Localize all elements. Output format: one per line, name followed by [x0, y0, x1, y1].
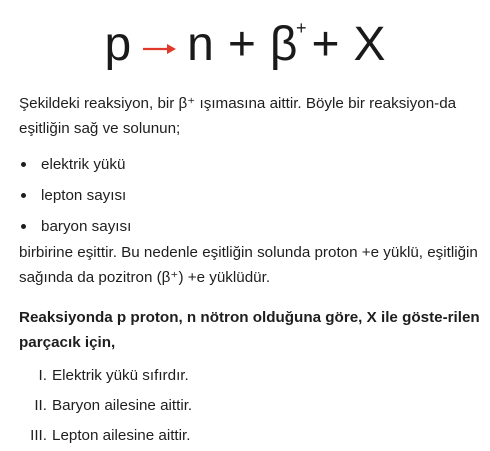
plus-sign: +	[311, 18, 340, 71]
beta-letter: β	[269, 18, 298, 71]
statement-number: I.	[38, 366, 47, 384]
statements-list	[19, 360, 192, 450]
beta-charge: +	[295, 18, 307, 38]
reaction-equation	[0, 14, 490, 76]
list-item	[19, 180, 131, 211]
statement-number: II.	[34, 396, 47, 414]
bullet-icon	[21, 224, 26, 229]
unknown-particle-x: X	[353, 18, 386, 71]
positron-symbol	[269, 18, 307, 71]
bullet-icon	[21, 162, 26, 167]
list-item-text: baryon sayısı	[41, 218, 132, 235]
neutron-symbol: n	[187, 18, 214, 71]
intro-paragraph: Şekildeki reaksiyon, bir β⁺ ışımasına aittir. Böyle bir reaksiyon-da eşitliğin sağ ve solunun;	[19, 95, 457, 137]
conclusion-paragraph: birbirine eşittir. Bu nedenle eşitliğin solunda proton +e yüklü, eşitliğin sağında da pozitron (β⁺) +e yüklüdür.	[19, 244, 478, 286]
bullet-icon	[21, 193, 26, 198]
list-item	[19, 211, 131, 242]
statement-item	[19, 390, 192, 420]
question-stem: Reaksiyonda p proton, n nötron olduğuna göre, X ile göste-rilen parçacık için,	[19, 309, 480, 351]
proton-symbol: p	[104, 18, 132, 71]
statement-number: III.	[30, 426, 47, 444]
plus-sign: +	[227, 18, 256, 71]
statement-item	[19, 360, 192, 390]
list-item-text: lepton sayısı	[41, 187, 127, 204]
statement-text: Baryon ailesine aittir.	[52, 396, 193, 414]
statement-item	[19, 420, 192, 450]
list-item-text: elektrik yükü	[41, 156, 126, 173]
statement-text: Lepton ailesine aittir.	[52, 426, 191, 444]
list-item	[19, 149, 131, 180]
statement-text: Elektrik yükü sıfırdır.	[52, 366, 189, 384]
reaction-arrow-icon	[141, 39, 177, 59]
conserved-quantities-list	[19, 149, 131, 242]
